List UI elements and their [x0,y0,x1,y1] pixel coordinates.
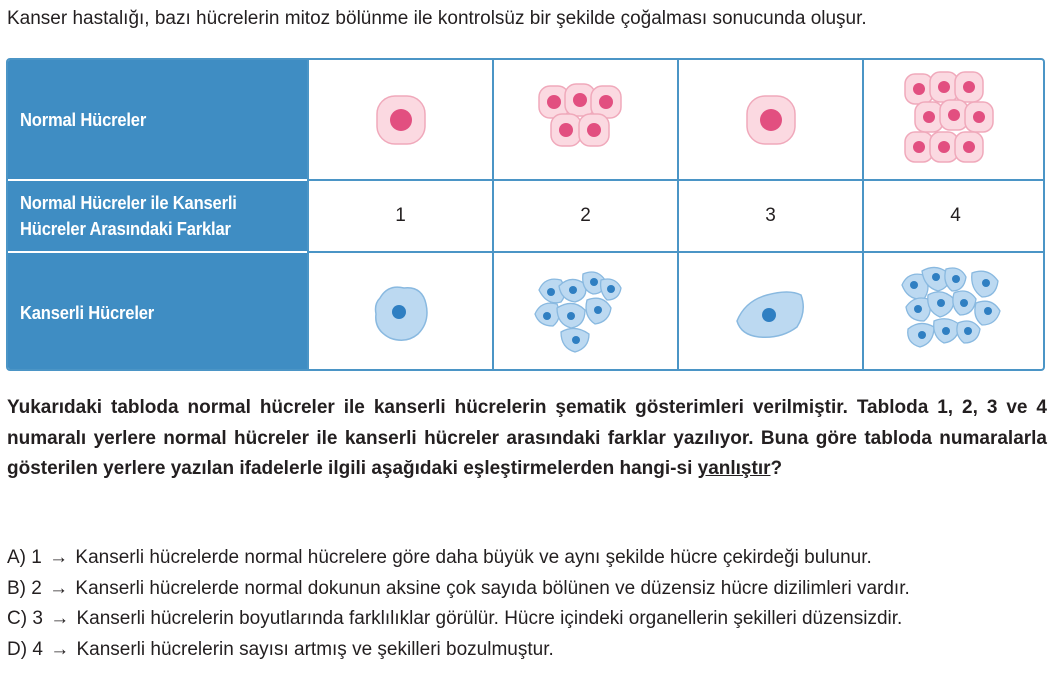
cell-comparison-table [6,58,1045,371]
difference-cell-1 [307,181,492,253]
normal-cell-cluster-icon [531,80,641,160]
answer-options [7,543,910,665]
normal-cell-4 [862,60,1045,181]
arrow-icon: → [49,577,69,599]
option-c[interactable]: C) 3 → Kanserli hücrelerin boyutlarında farklılıklar görülür. Hücre içindeki organellerin şekilleri düzensizdir. [7,608,903,629]
normal-cell-large-cluster-icon [901,70,1011,170]
number-label: 1 [395,205,406,226]
question-text: Yukarıdaki tabloda normal hücreler ile kanserli hücrelerin şematik gösterimleri verilmiştir. Tabloda 1, 2, 3 ve 4 numaralı yerlere normal hücreler ile kanserli hücreler arasındaki farklar yazılıyor. Buna göre tabloda numaralarla gösterilen yerlere yazılan ifadelerle ilgili aşağıdaki eşleştirmelerden hangi-si yanlıştır? [7,397,1047,479]
row-header-differences: Normal Hücreler ile Kanserli Hücreler Arasındaki Farklar [8,181,307,253]
single-cancer-cell-icon [366,278,436,348]
arrow-icon: → [50,608,70,629]
number-label: 2 [580,205,591,226]
option-b[interactable]: B) 2 → Kanserli hücrelerde normal dokunun aksine çok sayıda bölünen ve düzensiz hücre dizilimleri vardır. [7,577,910,599]
single-normal-cell-icon [371,90,431,150]
cancer-cell-2 [492,253,677,371]
number-label: 4 [950,205,961,226]
arrow-icon: → [50,638,70,660]
option-d[interactable]: D) 4 → Kanserli hücrelerin sayısı artmış ve şekilleri bozulmuştur. [7,638,554,660]
normal-cell-1 [307,60,492,181]
single-normal-cell-icon [741,90,801,150]
difference-cell-3 [677,181,862,253]
normal-cell-3 [677,60,862,181]
difference-cell-2 [492,181,677,253]
cancer-cell-large-cluster-icon [898,263,1013,363]
row-header-normal: Normal Hücreler [8,60,307,181]
cancer-cell-3 [677,253,862,371]
option-a[interactable]: A) 1 → Kanserli hücrelerde normal hücrelere göre daha büyük ve aynı şekilde hücre çekirdeği bulunur. [7,547,872,568]
cancer-cell-1 [307,253,492,371]
underlined-word: yanlıştır [697,458,771,479]
normal-cell-2 [492,60,677,181]
cancer-cell-4 [862,253,1045,371]
arrow-icon: → [49,547,69,568]
number-label: 3 [765,205,776,226]
row-header-cancer: Kanserli Hücreler [8,253,307,371]
single-cancer-cell-icon [731,283,811,343]
cancer-cell-cluster-icon [531,268,641,358]
difference-cell-4 [862,181,1045,253]
intro-text: Kanser hastalığı, bazı hücrelerin mitoz bölünme ile kontrolsüz bir şekilde çoğalması sonucunda oluşur. [7,8,867,29]
